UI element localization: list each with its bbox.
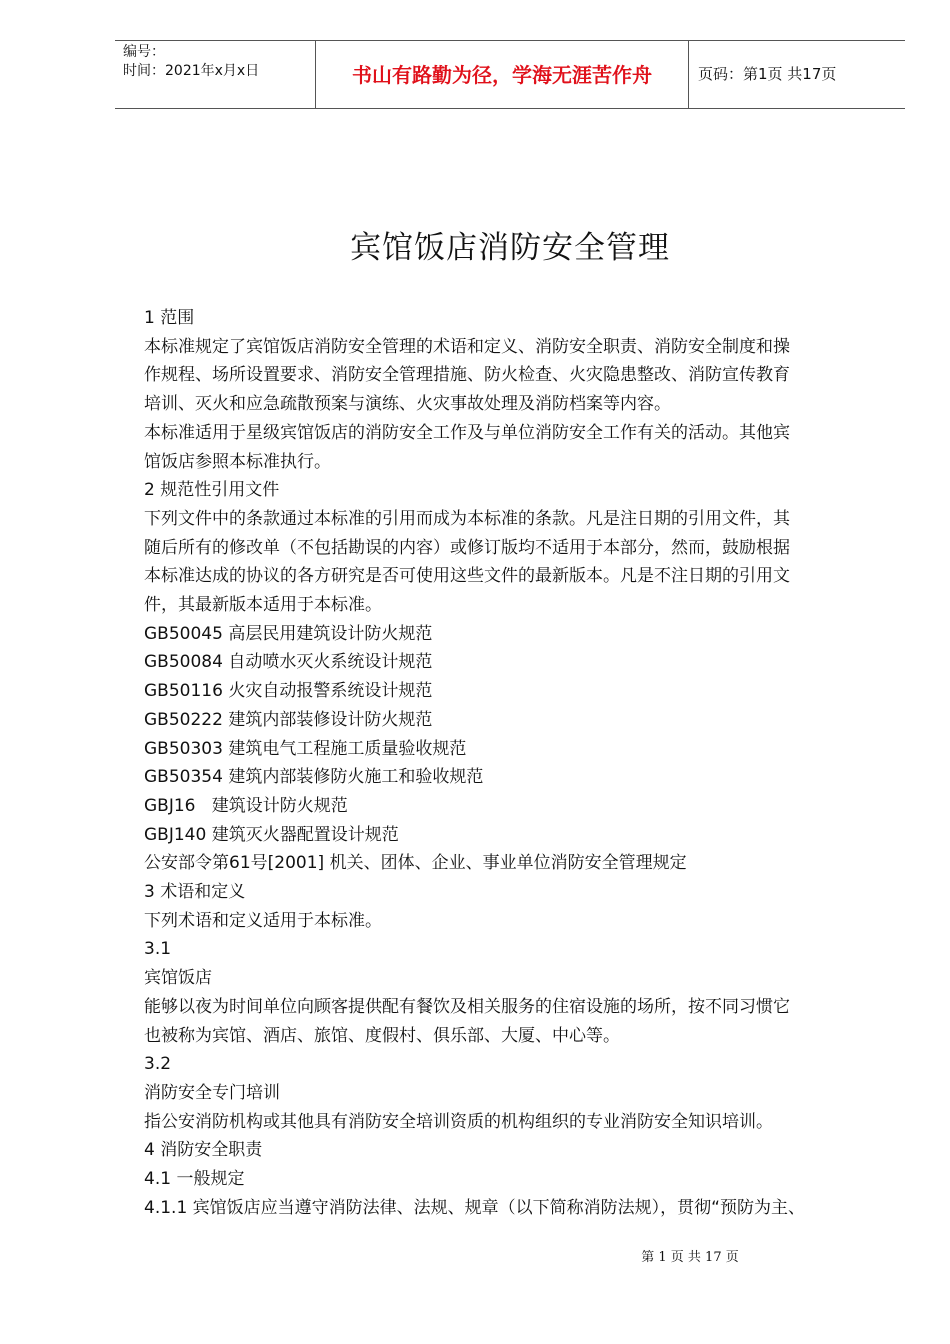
- section-heading: 2 规范性引用文件: [144, 480, 280, 501]
- header-motto-cell: [315, 41, 689, 108]
- document-code-label: 编号：: [123, 44, 165, 60]
- document-body: [144, 304, 884, 1223]
- body-line: 本标准达成的协议的各方研究是否可使用这些文件的最新版本。凡是不注日期的引用文: [144, 566, 790, 587]
- clause-number: 3.2: [144, 1054, 172, 1075]
- body-line: 件，其最新版本适用于本标准。: [144, 595, 382, 616]
- body-line: 作规程、场所设置要求、消防安全管理措施、防火检查、火灾隐患整改、消防宣传教育: [144, 365, 790, 386]
- reference-item: GB50303 建筑电气工程施工质量验收规范: [144, 738, 467, 759]
- reference-item: GB50084 自动喷水灭火系统设计规范: [144, 652, 433, 673]
- document-date: 时间：2021年x月x日: [123, 63, 260, 79]
- body-line: 指公安消防机构或其他具有消防安全培训资质的机构组织的专业消防安全知识培训。: [144, 1111, 773, 1132]
- reference-item: GBJ16 建筑设计防火规范: [144, 795, 348, 816]
- body-line: 本标准适用于星级宾馆饭店的消防安全工作及与单位消防安全工作有关的活动。其他宾: [144, 422, 790, 443]
- reference-item: GB50045 高层民用建筑设计防火规范: [144, 623, 433, 644]
- clause-number: 3.1: [144, 939, 172, 960]
- section-heading: 1 范围: [144, 308, 195, 328]
- header-page-info: 页码：第1页 共17页: [698, 65, 837, 83]
- reference-item: GB50354 建筑内部装修防火施工和验收规范: [144, 767, 484, 788]
- term-heading: 消防安全专门培训: [144, 1082, 280, 1103]
- body-line: 下列术语和定义适用于本标准。: [144, 910, 382, 931]
- body-line: 能够以夜为时间单位向顾客提供配有餐饮及相关服务的住宿设施的场所，按不同习惯它: [144, 996, 790, 1017]
- reference-item: GB50222 建筑内部装修设计防火规范: [144, 709, 433, 730]
- section-heading: 4 消防安全职责: [144, 1140, 263, 1161]
- document-title: 宾馆饭店消防安全管理: [350, 230, 670, 266]
- header-meta: [115, 41, 315, 108]
- subsection-heading: 4.1 一般规定: [144, 1169, 245, 1190]
- body-line: 4.1.1 宾馆饭店应当遵守消防法律、法规、规章（以下简称消防法规），贯彻“预防为主、: [144, 1197, 805, 1218]
- body-line: 也被称为宾馆、酒店、旅馆、度假村、俱乐部、大厦、中心等。: [144, 1025, 620, 1046]
- body-line: 本标准规定了宾馆饭店消防安全管理的术语和定义、消防安全职责、消防安全制度和操: [144, 336, 790, 357]
- body-line: 馆饭店参照本标准执行。: [144, 451, 331, 472]
- body-line: 随后所有的修改单（不包括勘误的内容）或修订版均不适用于本部分，然而，鼓励根据: [144, 537, 790, 558]
- body-line: 培训、灭火和应急疏散预案与演练、火灾事故处理及消防档案等内容。: [144, 394, 671, 415]
- reference-item: GB50116 火灾自动报警系统设计规范: [144, 681, 433, 702]
- page-footer: 第 1 页 共 17 页: [641, 1250, 739, 1265]
- body-line: 下列文件中的条款通过本标准的引用而成为本标准的条款。凡是注日期的引用文件，其: [144, 508, 790, 529]
- section-heading: 3 术语和定义: [144, 882, 246, 903]
- term-heading: 宾馆饭店: [144, 968, 212, 989]
- reference-item: GBJ140 建筑灭火器配置设计规范: [144, 824, 399, 845]
- page-header: [115, 40, 905, 109]
- header-motto: 书山有路勤为径，学海无涯苦作舟: [352, 63, 652, 87]
- reference-item: 公安部令第61号[2001] 机关、团体、企业、事业单位消防安全管理规定: [144, 853, 687, 874]
